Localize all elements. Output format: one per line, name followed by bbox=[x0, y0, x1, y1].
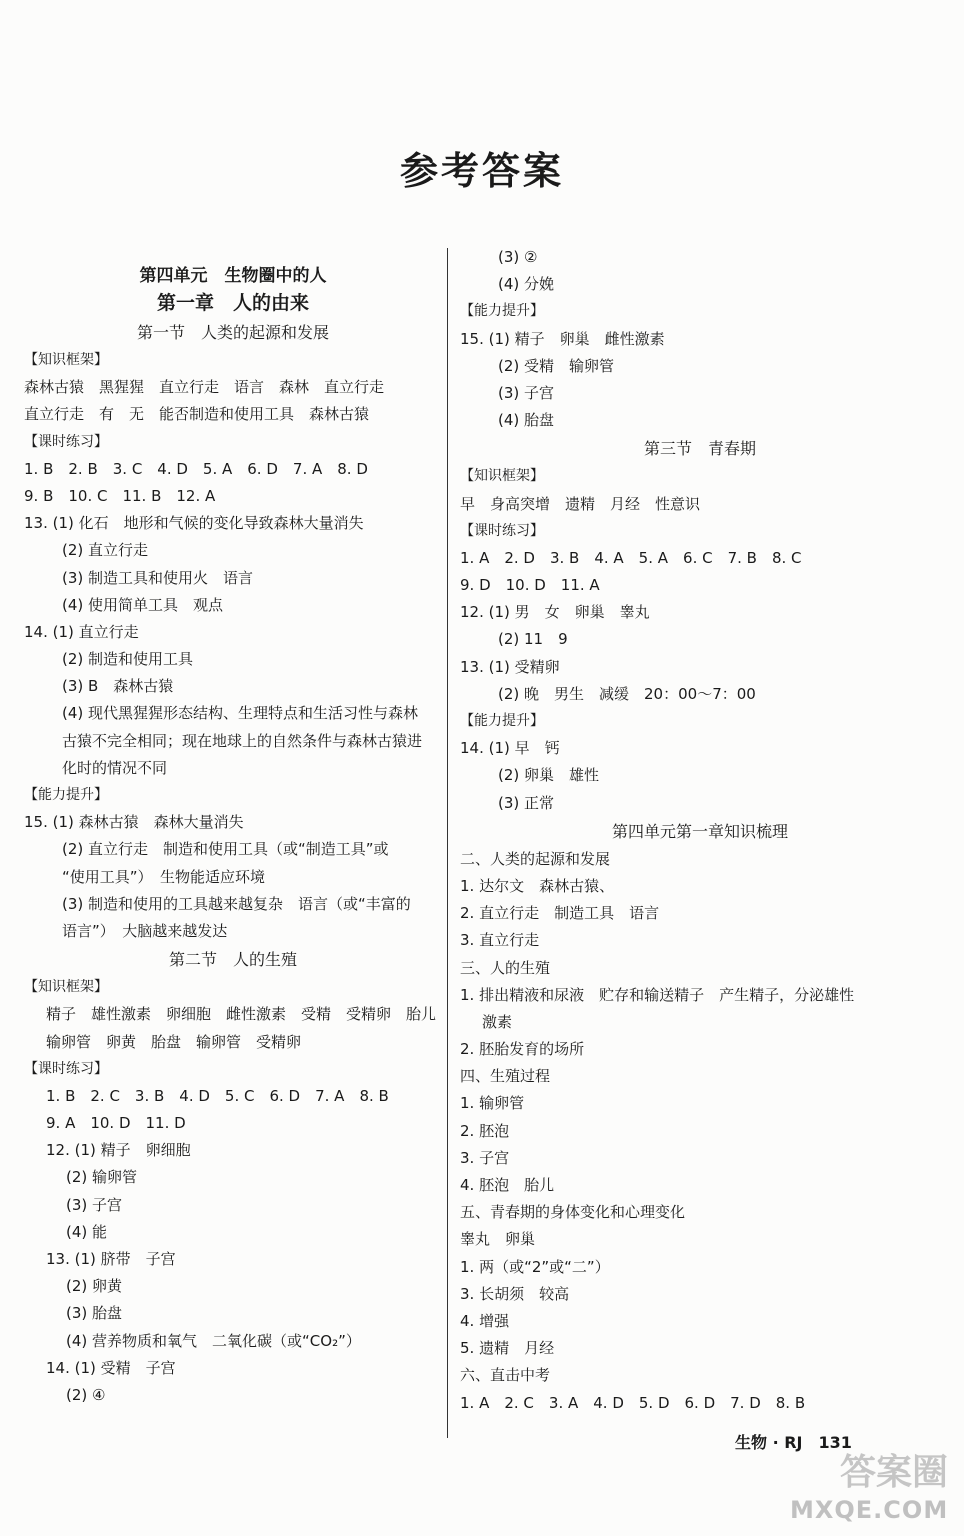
review-line: 3. 长胡须 较高 bbox=[460, 1284, 570, 1303]
s1-answer-line: 古猿不完全相同；现在地球上的自然条件与森林古猿进 bbox=[62, 731, 423, 750]
watermark-url: MXQE.COM bbox=[790, 1496, 949, 1524]
s1-answer-line: (2) 直立行走 制造和使用工具（或“制造工具”或 bbox=[62, 840, 389, 859]
continued-answer-line: 15. (1) 精子 卵巢 雌性激素 bbox=[460, 329, 665, 348]
continued-answer-line: (4) 胎盘 bbox=[498, 411, 555, 430]
s2-answer-line: 13. (1) 脐带 子宫 bbox=[46, 1250, 176, 1268]
review-line: 激素 bbox=[482, 1012, 513, 1031]
s2-answer-line: (3) 胎盘 bbox=[66, 1304, 123, 1323]
review-line: 四、生殖过程 bbox=[460, 1067, 551, 1086]
continued-answer-line: (3) ② bbox=[498, 248, 538, 266]
s1-answer-line: 13. (1) 化石 地形和气候的变化导致森林大量消失 bbox=[24, 514, 364, 533]
ability-label: 【能力提升】 bbox=[460, 303, 544, 320]
s3-answer-line: 14. (1) 早 钙 bbox=[460, 739, 560, 758]
unit-heading: 第四单元 生物圈中的人 bbox=[139, 266, 327, 286]
review-title: 第四单元第一章知识梳理 bbox=[611, 821, 788, 841]
s3-answer-line: 9. D 10. D 11. A bbox=[460, 576, 600, 595]
s1-answer-line: 直立行走 有 无 能否制造和使用工具 森林古猿 bbox=[24, 405, 370, 424]
s3-label-practice: 【课时练习】 bbox=[460, 522, 544, 539]
s1-answer-line: (4) 现代黑猩猩形态结构、生理特点和生活习性与森林 bbox=[62, 704, 419, 723]
watermark-logo: 答案圈 bbox=[840, 1452, 949, 1493]
section-1-title: 第一节 人类的起源和发展 bbox=[136, 323, 329, 342]
continued-answer-line: (2) 受精 输卵管 bbox=[498, 356, 615, 375]
review-line: 五、青春期的身体变化和心理变化 bbox=[460, 1203, 686, 1222]
s1-answer-line: 9. B 10. C 11. B 12. A bbox=[24, 486, 216, 505]
review-line: 1. 输卵管 bbox=[460, 1094, 525, 1113]
continued-answer-line: (3) 子宫 bbox=[498, 383, 555, 402]
s2-answer-line: 1. B 2. C 3. B 4. D 5. C 6. D 7. A 8. B bbox=[46, 1086, 389, 1105]
review-line: 4. 胚泡 胎儿 bbox=[460, 1176, 555, 1194]
s1-answer-line: “使用工具”） 生物能适应环境 bbox=[62, 867, 266, 886]
s2-answer-line: 精子 雄性激素 卵细胞 雌性激素 受精 受精卵 胎儿 bbox=[46, 1005, 437, 1024]
review-line: 4. 增强 bbox=[460, 1311, 510, 1330]
s3-answer-line: (3) 正常 bbox=[498, 793, 555, 812]
s3-answer-line: 早 身高突增 遗精 月经 性意识 bbox=[460, 494, 701, 513]
s1-answer-line: (3) 制造工具和使用火 语言 bbox=[62, 568, 254, 587]
s3-answer-line: 13. (1) 受精卵 bbox=[460, 657, 560, 676]
review-line: 5. 遗精 月经 bbox=[460, 1339, 555, 1358]
review-line: 3. 子宫 bbox=[460, 1148, 510, 1167]
s2-answer-line: (4) 能 bbox=[66, 1222, 108, 1241]
s1-answer-line: 1. B 2. B 3. C 4. D 5. A 6. D 7. A 8. D bbox=[24, 459, 368, 478]
s2-answer-line: (2) 卵黄 bbox=[66, 1277, 123, 1296]
section-3-title: 第三节 青春期 bbox=[643, 439, 756, 459]
s3-answer-line: (2) 晚 男生 减缓 20：00～7：00 bbox=[498, 684, 756, 703]
review-line: 二、人类的起源和发展 bbox=[460, 849, 611, 868]
chapter-heading: 第一章 人的由来 bbox=[156, 292, 309, 314]
right-column bbox=[460, 244, 940, 1417]
review-line: 2. 胚泡 bbox=[460, 1121, 510, 1140]
s1-answer-line: (2) 制造和使用工具 bbox=[62, 650, 194, 669]
continued-answer-line: (4) 分娩 bbox=[498, 275, 555, 294]
review-line: 1. 达尔文 森林古猿、 bbox=[460, 876, 615, 895]
s1-label-ability: 【能力提升】 bbox=[24, 787, 108, 803]
s3-label-framework: 【知识框架】 bbox=[460, 468, 544, 485]
s1-answer-line: 14. (1) 直立行走 bbox=[24, 622, 139, 641]
review-line: 睾丸 卵巢 bbox=[460, 1230, 536, 1249]
page-footer: 生物 · RJ 131 bbox=[735, 1433, 852, 1452]
s1-answer-line: (2) 直立行走 bbox=[62, 541, 149, 560]
s1-label-framework: 【知识框架】 bbox=[24, 352, 108, 368]
s3-label-ability: 【能力提升】 bbox=[460, 713, 544, 729]
review-line: 三、人的生殖 bbox=[460, 958, 551, 977]
s2-answer-line: (2) ④ bbox=[66, 1385, 106, 1404]
s1-answer-line: (3) 制造和使用的工具越来越复杂 语言（或“丰富的 bbox=[62, 894, 411, 913]
s2-answer-line: (2) 输卵管 bbox=[66, 1168, 138, 1187]
s2-answer-line: 9. A 10. D 11. D bbox=[46, 1114, 186, 1133]
s1-answer-line: (4) 使用简单工具 观点 bbox=[62, 595, 224, 614]
section-2-title: 第二节 人的生殖 bbox=[168, 950, 297, 970]
review-line: 2. 直立行走 制造工具 语言 bbox=[460, 904, 660, 923]
s2-answer-line: 12. (1) 精子 卵细胞 bbox=[46, 1141, 191, 1160]
s2-label-framework: 【知识框架】 bbox=[24, 979, 108, 996]
s2-label-practice: 【课时练习】 bbox=[24, 1060, 108, 1077]
s3-answer-line: (2) 卵巢 雄性 bbox=[498, 766, 600, 785]
s3-answer-line: 12. (1) 男 女 卵巢 睾丸 bbox=[460, 603, 650, 622]
s2-answer-line: 14. (1) 受精 子宫 bbox=[46, 1358, 176, 1377]
s2-answer-line: 输卵管 卵黄 胎盘 输卵管 受精卵 bbox=[46, 1032, 302, 1051]
page-title: 参考答案 bbox=[399, 148, 564, 193]
s2-answer-line: (4) 营养物质和氧气 二氧化碳（或“CO₂”） bbox=[66, 1331, 361, 1350]
s2-answer-line: (3) 子宫 bbox=[66, 1195, 123, 1214]
s1-answer-line: 15. (1) 森林古猿 森林大量消失 bbox=[24, 813, 244, 832]
s3-answer-line: 1. A 2. D 3. B 4. A 5. A 6. C 7. B 8. C bbox=[460, 548, 802, 567]
s1-answer-line: 森林古猿 黑猩猩 直立行走 语言 森林 直立行走 bbox=[24, 378, 385, 397]
s3-answer-line: (2) 11 9 bbox=[498, 630, 568, 649]
review-line: 2. 胚胎发育的场所 bbox=[460, 1040, 585, 1059]
review-line: 1. A 2. C 3. A 4. D 5. D 6. D 7. D 8. B bbox=[460, 1393, 806, 1412]
s1-answer-line: 化时的情况不同 bbox=[62, 758, 168, 777]
s1-answer-line: (3) B 森林古猿 bbox=[62, 677, 174, 696]
review-line: 1. 两（或“2”或“二”） bbox=[460, 1257, 610, 1276]
review-line: 1. 排出精液和尿液 贮存和输送精子 产生精子，分泌雄性 bbox=[460, 985, 855, 1004]
column-divider bbox=[447, 248, 448, 1438]
review-line: 3. 直立行走 bbox=[460, 931, 540, 950]
s1-label-practice: 【课时练习】 bbox=[24, 433, 108, 450]
review-line: 六、直击中考 bbox=[460, 1366, 551, 1385]
s1-answer-line: 语言”） 大脑越来越发达 bbox=[62, 921, 228, 940]
left-column bbox=[24, 244, 442, 1409]
